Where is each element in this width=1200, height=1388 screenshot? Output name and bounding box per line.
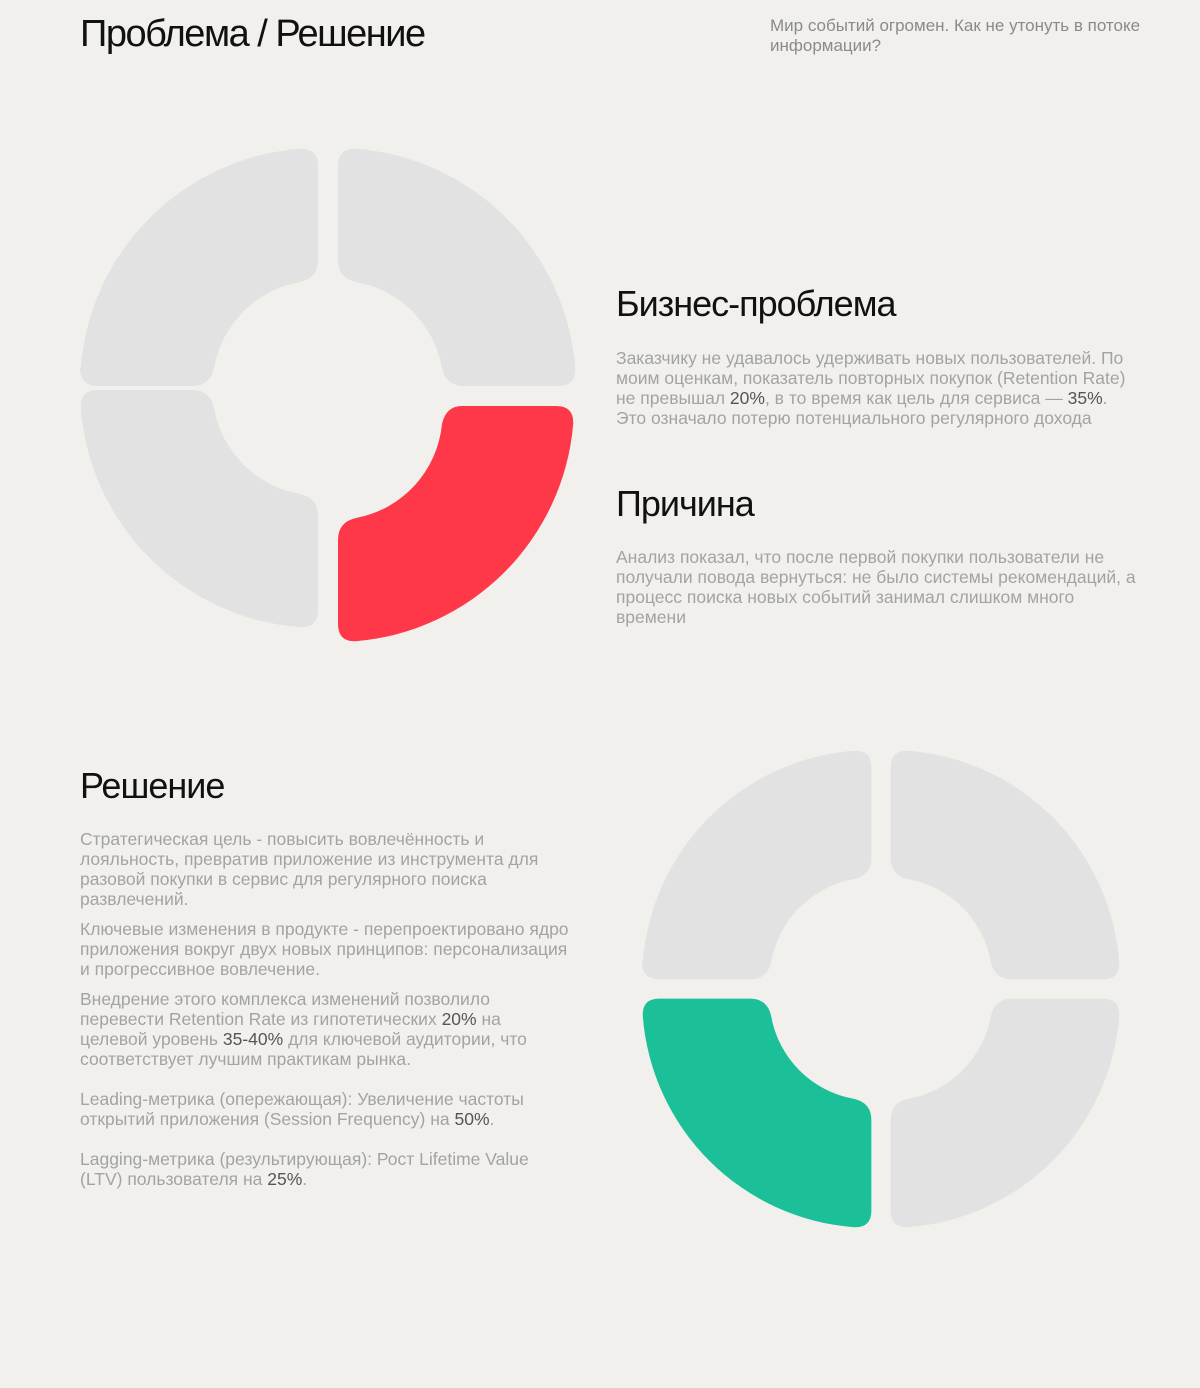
lagging-metric-value: 25%	[267, 1169, 303, 1189]
donut-segment-top-left	[642, 751, 871, 980]
business-problem-heading: Бизнес-проблема	[616, 283, 896, 324]
business-problem-text-a: Заказчику не удавалось удерживать новых пользователей. По моим оценкам, показатель повторных покупок (Retention Rate) не превышал	[616, 348, 1126, 408]
retention-target-value: 35%	[1067, 388, 1103, 408]
donut-segment-bottom-left	[81, 390, 318, 627]
solution-changes-text: Ключевые изменения в продукте - перепроектировано ядро приложения вокруг двух новых принципов: персонализация и прогрессивное вовлечение.	[80, 919, 569, 979]
solution-donut	[642, 750, 1120, 1228]
page-tagline: Мир событий огромен. Как не утонуть в потоке информации?	[770, 16, 1141, 55]
solution-goal-text: Стратегическая цель - повысить вовлечённость и лояльность, превратив приложение из инструмента для разовой покупки в сервис для регулярного поиска развлечений.	[80, 829, 539, 909]
solution-texts	[80, 829, 570, 1189]
retention-current-value: 20%	[729, 388, 765, 408]
donut-segment-bottom-right	[891, 999, 1120, 1228]
cause-heading: Причина	[616, 483, 754, 524]
donut-segment-top-left	[80, 149, 318, 386]
cause-text: Анализ показал, что после первой покупки пользователи не получали повода вернуться: не было системы рекомендаций, а процесс поиска новых событий занимал слишком много времени	[616, 547, 1136, 627]
donut-segment-bottom-left-highlighted	[643, 999, 872, 1228]
solution-heading: Решение	[80, 765, 225, 806]
solution-result-text-c: для ключевой аудитории, что соответствует лучшим практикам рынка.	[80, 1029, 527, 1069]
lagging-metric-text-a: Lagging-метрика (результирующая): Рост Lifetime Value (LTV) пользователя на	[80, 1149, 529, 1189]
lagging-metric-text-b: .	[302, 1169, 308, 1189]
donut-segment-top-right	[338, 149, 575, 386]
donut-segment-top-right	[891, 751, 1120, 980]
retention-to-value: 35-40%	[222, 1029, 284, 1049]
solution-result-text-a: Внедрение этого комплекса изменений позволило перевести Retention Rate из гипотетических	[80, 989, 490, 1029]
business-problem-text	[616, 348, 1136, 428]
business-problem-text-b: , в то время как цель для сервиса —	[764, 388, 1068, 408]
lagging-metric-text	[80, 1149, 570, 1189]
donut-segment-bottom-right-highlighted	[338, 406, 573, 641]
retention-from-value: 20%	[441, 1009, 477, 1029]
leading-metric-text	[80, 1089, 570, 1129]
solution-result-text	[80, 989, 570, 1069]
problem-donut	[80, 148, 576, 644]
page-title: Проблема / Решение	[80, 13, 425, 55]
leading-metric-value: 50%	[454, 1109, 490, 1129]
leading-metric-text-b: .	[489, 1109, 495, 1129]
business-problem-text-c: . Это означало потерю потенциального регулярного дохода	[616, 388, 1108, 428]
solution-result-text-b: на целевой уровень	[80, 1009, 501, 1049]
leading-metric-text-a: Leading-метрика (опережающая): Увеличение частоты открытий приложения (Session Frequency) на	[80, 1089, 524, 1129]
